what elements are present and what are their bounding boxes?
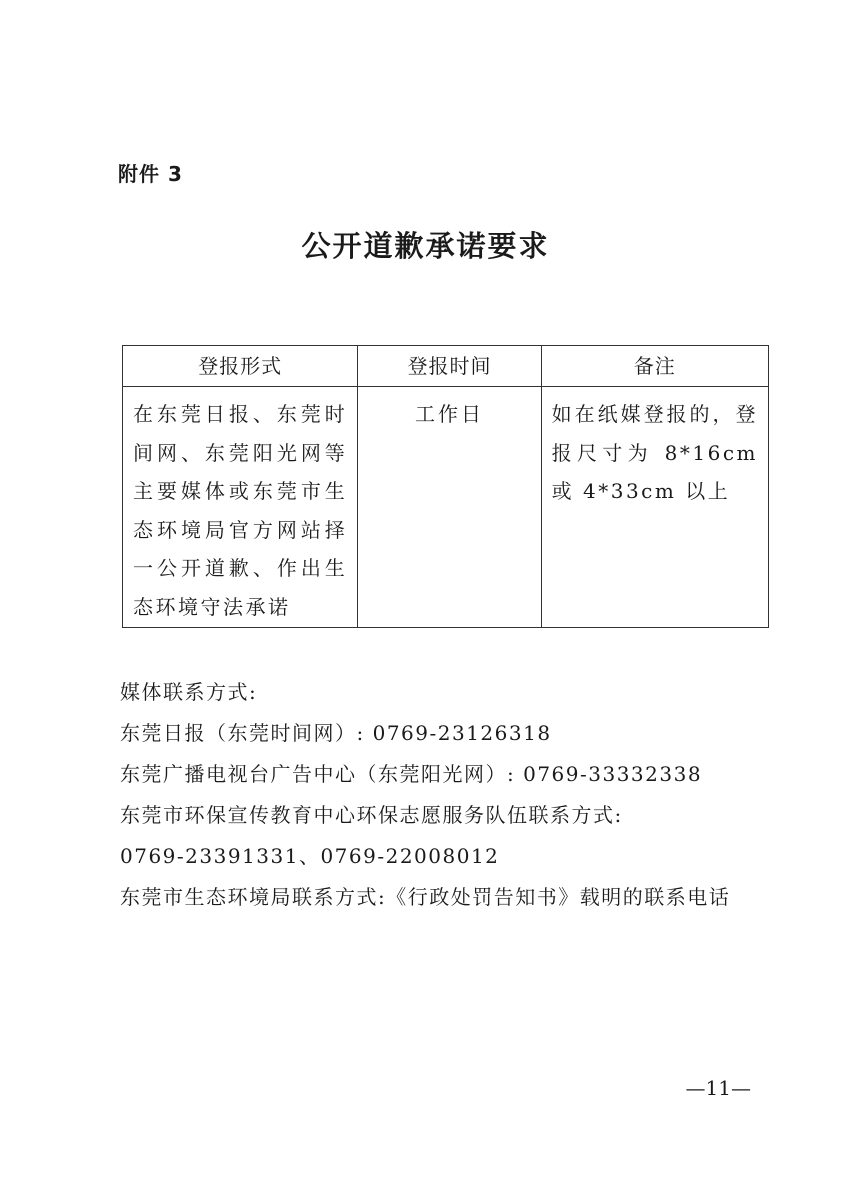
contact-line-2: 东莞广播电视台广告中心（东莞阳光网）: 0769-33332338 <box>120 762 703 786</box>
contact-section <box>120 672 760 918</box>
table-header-row <box>123 346 769 387</box>
cell-time <box>358 387 541 628</box>
cell-time-text: 工作日 <box>414 402 484 426</box>
table-row <box>123 387 769 628</box>
contact-line-4: 0769-23391331、0769-22008012 <box>120 844 500 868</box>
header-form: 登报形式 <box>123 346 358 387</box>
contact-line-1: 东莞日报（东莞时间网）: 0769-23126318 <box>120 721 552 745</box>
header-note: 备注 <box>541 346 768 387</box>
cell-note-text: 如在纸媒登报的，登报尺寸为 8*16cm 或 4*33cm 以上 <box>551 402 758 503</box>
attachment-label: 附件 3 <box>118 162 183 186</box>
contact-heading: 媒体联系方式: <box>120 680 258 704</box>
requirements-table <box>122 345 769 628</box>
page-number: —11— <box>685 1076 751 1100</box>
cell-form-text: 在东莞日报、东莞时间网、东莞阳光网等主要媒体或东莞市生态环境局官方网站择一公开道歉、作出生态环境守法承诺 <box>133 402 348 619</box>
page-title: 公开道歉承诺要求 <box>301 229 550 263</box>
header-time: 登报时间 <box>358 346 541 387</box>
cell-form <box>123 387 358 628</box>
contact-line-3: 东莞市环保宣传教育中心环保志愿服务队伍联系方式: <box>120 803 623 827</box>
contact-line-5: 东莞市生态环境局联系方式:《行政处罚告知书》载明的联系电话 <box>120 885 731 909</box>
cell-note <box>541 387 768 628</box>
